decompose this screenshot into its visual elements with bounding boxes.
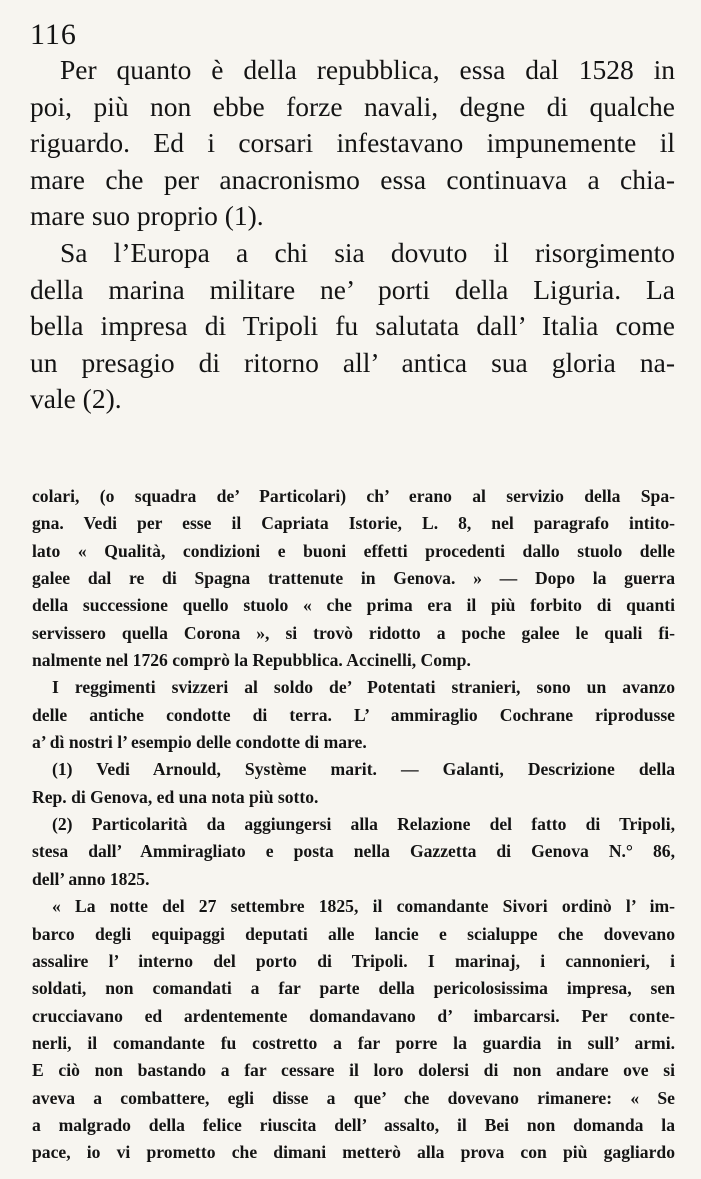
main-text-line: della marina militare ne’ porti della Liguria. La bbox=[30, 273, 675, 305]
footnote-line: delle antiche condotte di terra. L’ ammiraglio Cochrane riprodusse bbox=[32, 704, 675, 725]
footnote-line: pace, io vi prometto che dimani metterò alla prova con più gagliardo bbox=[32, 1142, 675, 1163]
main-text-line: bella impresa di Tripoli fu salutata dall’ Italia come bbox=[30, 310, 675, 342]
main-text-line: un presagio di ritorno all’ antica sua gloria na- bbox=[30, 346, 675, 378]
footnote-line: servissero quella Corona », si trovò ridotto a poche galee le quali fi- bbox=[32, 622, 675, 643]
footnote-line: stesa dall’ Ammiragliato e posta nella Gazzetta di Genova N.° 86, bbox=[32, 841, 675, 862]
footnote-line: nalmente nel 1726 comprò la Repubblica. Accinelli, Comp. bbox=[32, 650, 471, 671]
footnote-line: (1) Vedi Arnould, Système marit. — Galanti, Descrizione della bbox=[52, 759, 675, 780]
footnote-line: Rep. di Genova, ed una nota più sotto. bbox=[32, 786, 319, 807]
footnote-line: « La notte del 27 settembre 1825, il comandante Sivori ordinò l’ im- bbox=[52, 896, 675, 917]
main-text-line: Per quanto è della repubblica, essa dal 1528 in bbox=[60, 54, 675, 85]
footnote-line: soldati, non comandati a far parte della pericolosissima impresa, sen bbox=[32, 978, 675, 999]
main-text-line: riguardo. Ed i corsari infestavano impunemente il bbox=[30, 127, 675, 159]
main-text-line: mare che per anacronismo essa continuava a chia- bbox=[30, 163, 675, 195]
footnote-line: barco degli equipaggi deputati alle lancie e scialuppe che dovevano bbox=[32, 923, 675, 944]
main-text bbox=[30, 52, 675, 418]
footnote-line: della successione quello stuolo « che prima era il più forbito di quanti bbox=[32, 595, 675, 616]
footnote-line: nerli, il comandante fu costretto a far porre la guardia in sull’ armi. bbox=[32, 1032, 675, 1053]
main-text-line: Sa l’Europa a chi sia dovuto il risorgimento bbox=[60, 236, 675, 268]
page-number: 116 bbox=[30, 18, 77, 51]
footnote-line: (2) Particolarità da aggiungersi alla Relazione del fatto di Tripoli, bbox=[52, 814, 675, 835]
footnote-line: gna. Vedi per esse il Capriata Istorie, L. 8, nel paragrafo intito- bbox=[32, 513, 675, 534]
footnote-line: I reggimenti svizzeri al soldo de’ Potentati stranieri, sono un avanzo bbox=[52, 677, 675, 698]
footnote-line: galee dal re di Spagna trattenute in Genova. » — Dopo la guerra bbox=[32, 568, 675, 589]
footnote-line: assalire l’ interno del porto di Tripoli. I marinaj, i cannonieri, i bbox=[32, 950, 675, 971]
main-text-line: poi, più non ebbe forze navali, degne di qualche bbox=[30, 90, 675, 122]
footnote-line: lato « Qualità, condizioni e buoni effetti procedenti dallo stuolo delle bbox=[32, 540, 675, 561]
footnote-line: aveva a combattere, egli disse a que’ che dovevano rimanere: « Se bbox=[32, 1087, 675, 1108]
footnote-line: crucciavano ed ardentemente domandavano d’ imbarcarsi. Per conte- bbox=[32, 1005, 675, 1026]
footnote-line: a’ dì nostri l’ esempio delle condotte di mare. bbox=[32, 732, 367, 753]
footnote-line: dell’ anno 1825. bbox=[32, 868, 150, 889]
main-text-line: mare suo proprio (1). bbox=[30, 200, 264, 232]
footnotes bbox=[32, 483, 675, 1167]
main-text-line: vale (2). bbox=[30, 383, 122, 415]
footnote-line: a malgrado della felice riuscita dell’ assalto, il Bei non domanda la bbox=[32, 1114, 675, 1135]
footnote-line: E ciò non bastando a far cessare il loro dolersi di non andare ove si bbox=[32, 1060, 675, 1081]
footnote-line: colari, (o squadra de’ Particolari) ch’ erano al servizio della Spa- bbox=[32, 486, 675, 506]
